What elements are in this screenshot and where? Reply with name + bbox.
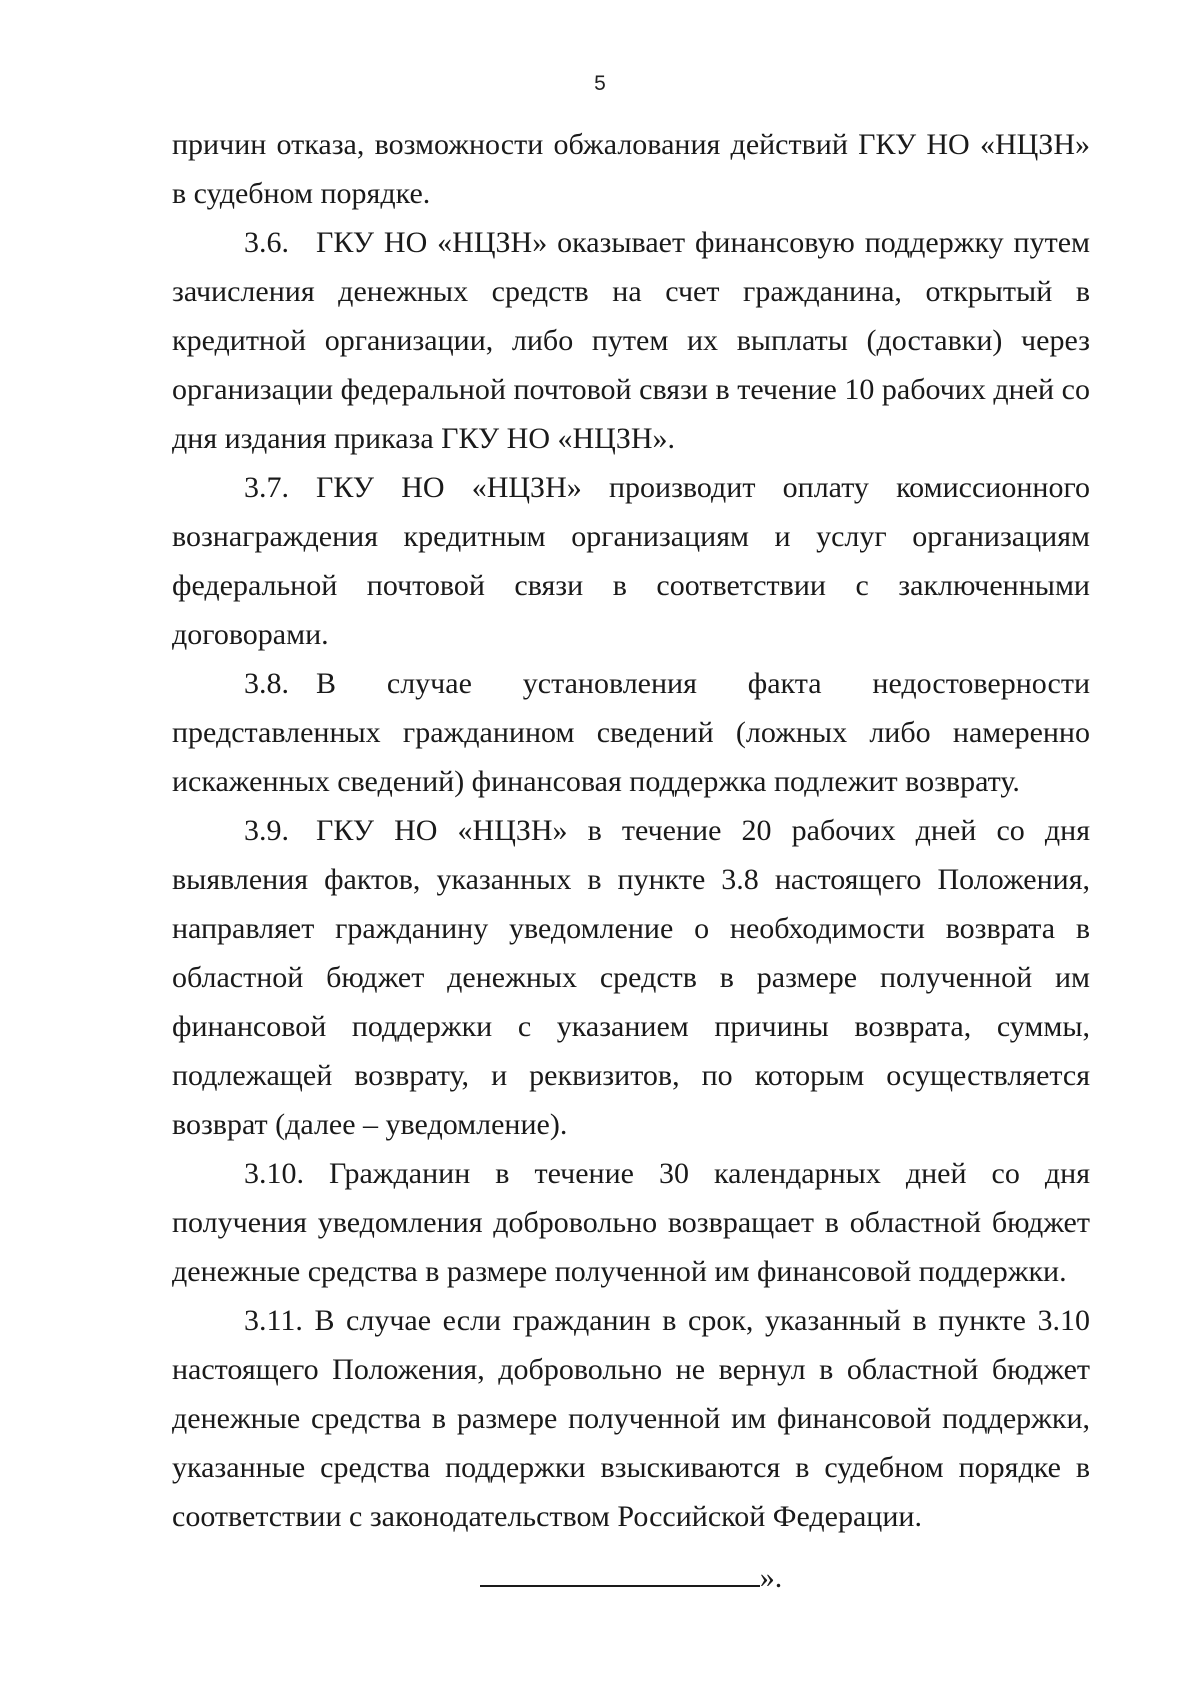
item-text: Гражданин в течение 30 календарных дней со дня получения уведомления добровольно возвращает в областной бюджет денежные средства в размере полученной им финансовой поддержки. <box>172 1157 1090 1288</box>
paragraph-3-6 <box>172 218 1090 463</box>
paragraph-3-7 <box>172 463 1090 659</box>
item-text: В случае если гражданин в срок, указанный в пункте 3.10 настоящего Положения, добровольно не вернул в областной бюджет денежные средства в размере полученной им финансовой поддержки, указанные средства поддержки взыскиваются в судебном порядке в соответствии с законодательством Российской Федерации. <box>172 1304 1090 1533</box>
item-number: 3.6. <box>244 226 289 259</box>
item-number: 3.9. <box>244 814 289 847</box>
paragraph-3-10 <box>172 1149 1090 1296</box>
closing-line-block <box>172 1553 1090 1602</box>
document-body <box>172 120 1090 1602</box>
page-number: 5 <box>594 72 606 95</box>
item-text: В случае установления факта недостоверности представленных гражданином сведений (ложных либо намеренно искаженных сведений) финансовая поддержка подлежит возврату. <box>172 667 1090 798</box>
item-number: 3.11. <box>244 1304 303 1337</box>
paragraph-3-11 <box>172 1296 1090 1541</box>
paragraph-3-9 <box>172 806 1090 1149</box>
item-number: 3.7. <box>244 471 289 504</box>
item-text: ГКУ НО «НЦЗН» оказывает финансовую поддержку путем зачисления денежных средств на счет гражданина, открытый в кредитной организации, либо путем их выплаты (доставки) через организации федеральной почтовой связи в течение 10 рабочих дней со дня издания приказа ГКУ НО «НЦЗН». <box>172 226 1090 455</box>
paragraph-3-8 <box>172 659 1090 806</box>
item-text: ГКУ НО «НЦЗН» производит оплату комиссионного вознаграждения кредитным организациям и услуг организациям федеральной почтовой связи в соответствии с заключенными договорами. <box>172 471 1090 651</box>
paragraph-continuation: причин отказа, возможности обжалования действий ГКУ НО «НЦЗН» в судебном порядке. <box>172 128 1090 210</box>
closing-quote-mark: ». <box>759 1561 783 1594</box>
item-number: 3.10. <box>244 1157 304 1190</box>
closing-rule <box>480 1555 760 1587</box>
item-number: 3.8. <box>244 667 289 700</box>
item-text: ГКУ НО «НЦЗН» в течение 20 рабочих дней со дня выявления фактов, указанных в пункте 3.8 настоящего Положения, направляет гражданину уведомление о необходимости возврата в областной бюджет денежных средств в размере полученной им финансовой поддержки с указанием причины возврата, суммы, подлежащей возврату, и реквизитов, по которым осуществляется возврат (далее – уведомление). <box>172 814 1090 1141</box>
